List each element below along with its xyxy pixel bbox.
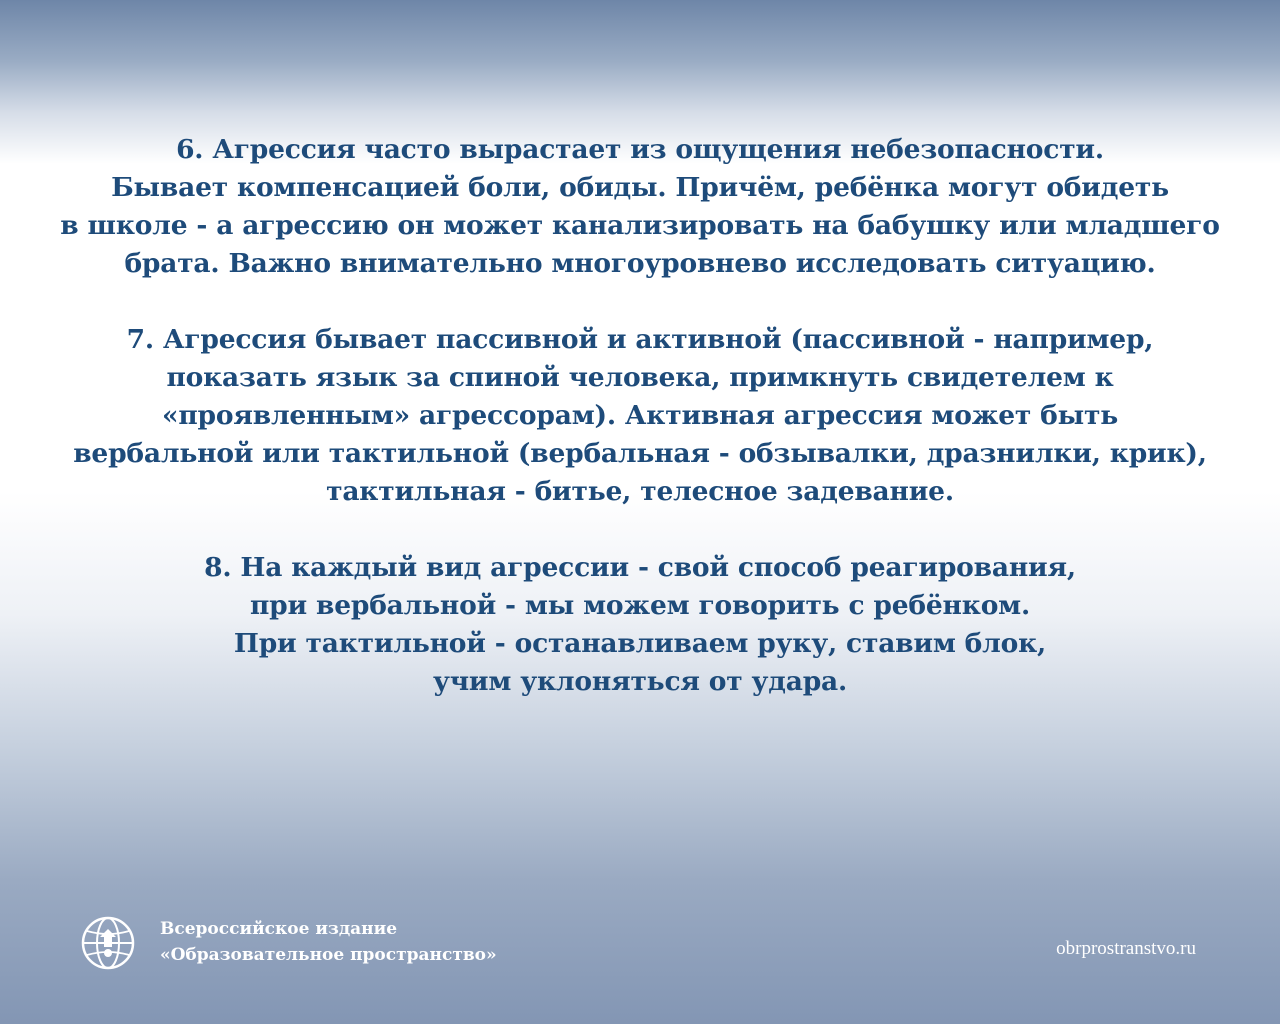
- text-line: в школе - а агрессию он может канализировать на бабушку или младшего: [60, 210, 1220, 241]
- website-url: obrprostranstvo.ru: [1056, 938, 1196, 959]
- text-line: показать язык за спиной человека, примкнуть свидетелем к: [166, 362, 1114, 393]
- text-line: учим уклоняться от удара.: [432, 666, 848, 697]
- text-line: тактильная - битье, телесное задевание.: [326, 476, 954, 507]
- paragraph-7: [20, 321, 1260, 511]
- paragraph-6: [20, 131, 1260, 283]
- text-line: Бывает компенсацией боли, обиды. Причём, ребёнка могут обидеть: [111, 172, 1169, 203]
- text-line: При тактильной - останавливаем руку, ставим блок,: [233, 628, 1047, 659]
- main-text: [20, 131, 1260, 739]
- paragraph-8: [20, 549, 1260, 701]
- publisher-line-2: «Образовательное пространство»: [160, 945, 497, 965]
- text-line: 6. Агрессия часто вырастает из ощущения небезопасности.: [176, 134, 1104, 165]
- text-line: при вербальной - мы можем говорить с ребёнком.: [249, 590, 1031, 621]
- text-line: 8. На каждый вид агрессии - свой способ реагирования,: [204, 552, 1076, 583]
- globe-logo-icon: [80, 915, 136, 971]
- text-line: брата. Важно внимательно многоуровнево исследовать ситуацию.: [124, 248, 1156, 279]
- publisher-line-1: Всероссийское издание: [160, 919, 398, 939]
- text-line: вербальной или тактильной (вербальная - обзывалки, дразнилки, крик),: [73, 438, 1207, 469]
- text-line: «проявленным» агрессорам). Активная агрессия может быть: [161, 400, 1119, 431]
- publisher-name: [160, 916, 497, 968]
- text-line: 7. Агрессия бывает пассивной и активной (пассивной - например,: [126, 324, 1154, 355]
